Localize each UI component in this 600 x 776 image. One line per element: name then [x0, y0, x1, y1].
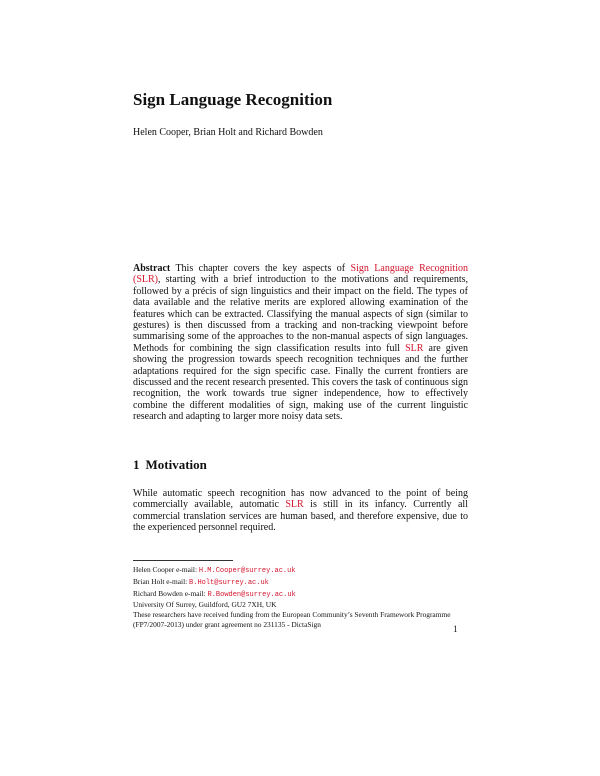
- footnote-label: Richard Bowden e-mail:: [133, 588, 208, 598]
- footnotes: [133, 565, 468, 630]
- footnote-label: Helen Cooper e-mail:: [133, 565, 199, 574]
- section-number: 1: [133, 457, 140, 472]
- page-number: 1: [453, 624, 458, 634]
- footnote-label: Brian Holt e-mail:: [133, 576, 190, 586]
- body-paragraph: [133, 488, 468, 534]
- abstract-text-1: This chapter covers the key aspects of: [170, 263, 351, 274]
- email-link[interactable]: H.M.Cooper@surrey.ac.uk: [198, 567, 296, 575]
- footnote-rule: [133, 560, 233, 561]
- email-link[interactable]: B.Holt@surrey.ac.uk: [189, 578, 269, 587]
- author-list: Helen Cooper, Brian Holt and Richard Bowden: [133, 127, 323, 138]
- email-link[interactable]: R.Bowden@surrey.ac.uk: [207, 590, 296, 599]
- section-title: Motivation: [145, 457, 207, 472]
- footnote-bowden: [133, 589, 468, 601]
- affiliation: University Of Surrey, Guildford, GU2 7XH, UK: [133, 600, 277, 610]
- slr-link[interactable]: Sign Language Recognition (SLR): [133, 263, 468, 286]
- slr-link[interactable]: SLR: [285, 499, 304, 511]
- body-text-1: While automatic speech recognition has now advanced to the point of being commercially available, automatic: [133, 488, 468, 511]
- abstract: [133, 263, 468, 423]
- slr-link[interactable]: SLR: [405, 342, 424, 354]
- abstract-text-3: are given showing the progression towards speech recognition techniques and the further adaptations required for the sign specific case. Finally the current frontiers are discussed and the recent research presented. This covers the task of continuous sign recognition, the work towards true signer independence, how to effectively combine the different modalities of sign, making use of the current linguistic research and adapting to larger more noisy data sets.: [133, 342, 468, 423]
- footnote-cooper: [133, 565, 468, 577]
- section-heading: [133, 457, 207, 473]
- paper-title: Sign Language Recognition: [133, 90, 333, 109]
- abstract-text-2: , starting with a brief introduction to the motivations and requirements, followed by a précis of sign linguistics and their impact on the field. The types of data available and the relative merits are explored allowing examination of the features which can be extracted. Classifying the manual aspects of sign (similar to gestures) is then discussed from a tracking and non-tracking viewpoint before summarising some of the approaches to the non-manual aspects of sign languages. Methods for combining the sign classification results into full: [133, 274, 468, 354]
- funding-note: These researchers have received funding from the European Community’s Seventh Framework Programme (FP7/2007-2013) under grant agreement no 231135 - DictaSign: [133, 610, 451, 629]
- body-text-2: is still in its infancy. Currently all commercial translation services are human based, and therefore expensive, due to the experienced personnel required.: [133, 499, 468, 534]
- abstract-label: Abstract: [133, 263, 171, 274]
- footnote-holt: [133, 577, 468, 589]
